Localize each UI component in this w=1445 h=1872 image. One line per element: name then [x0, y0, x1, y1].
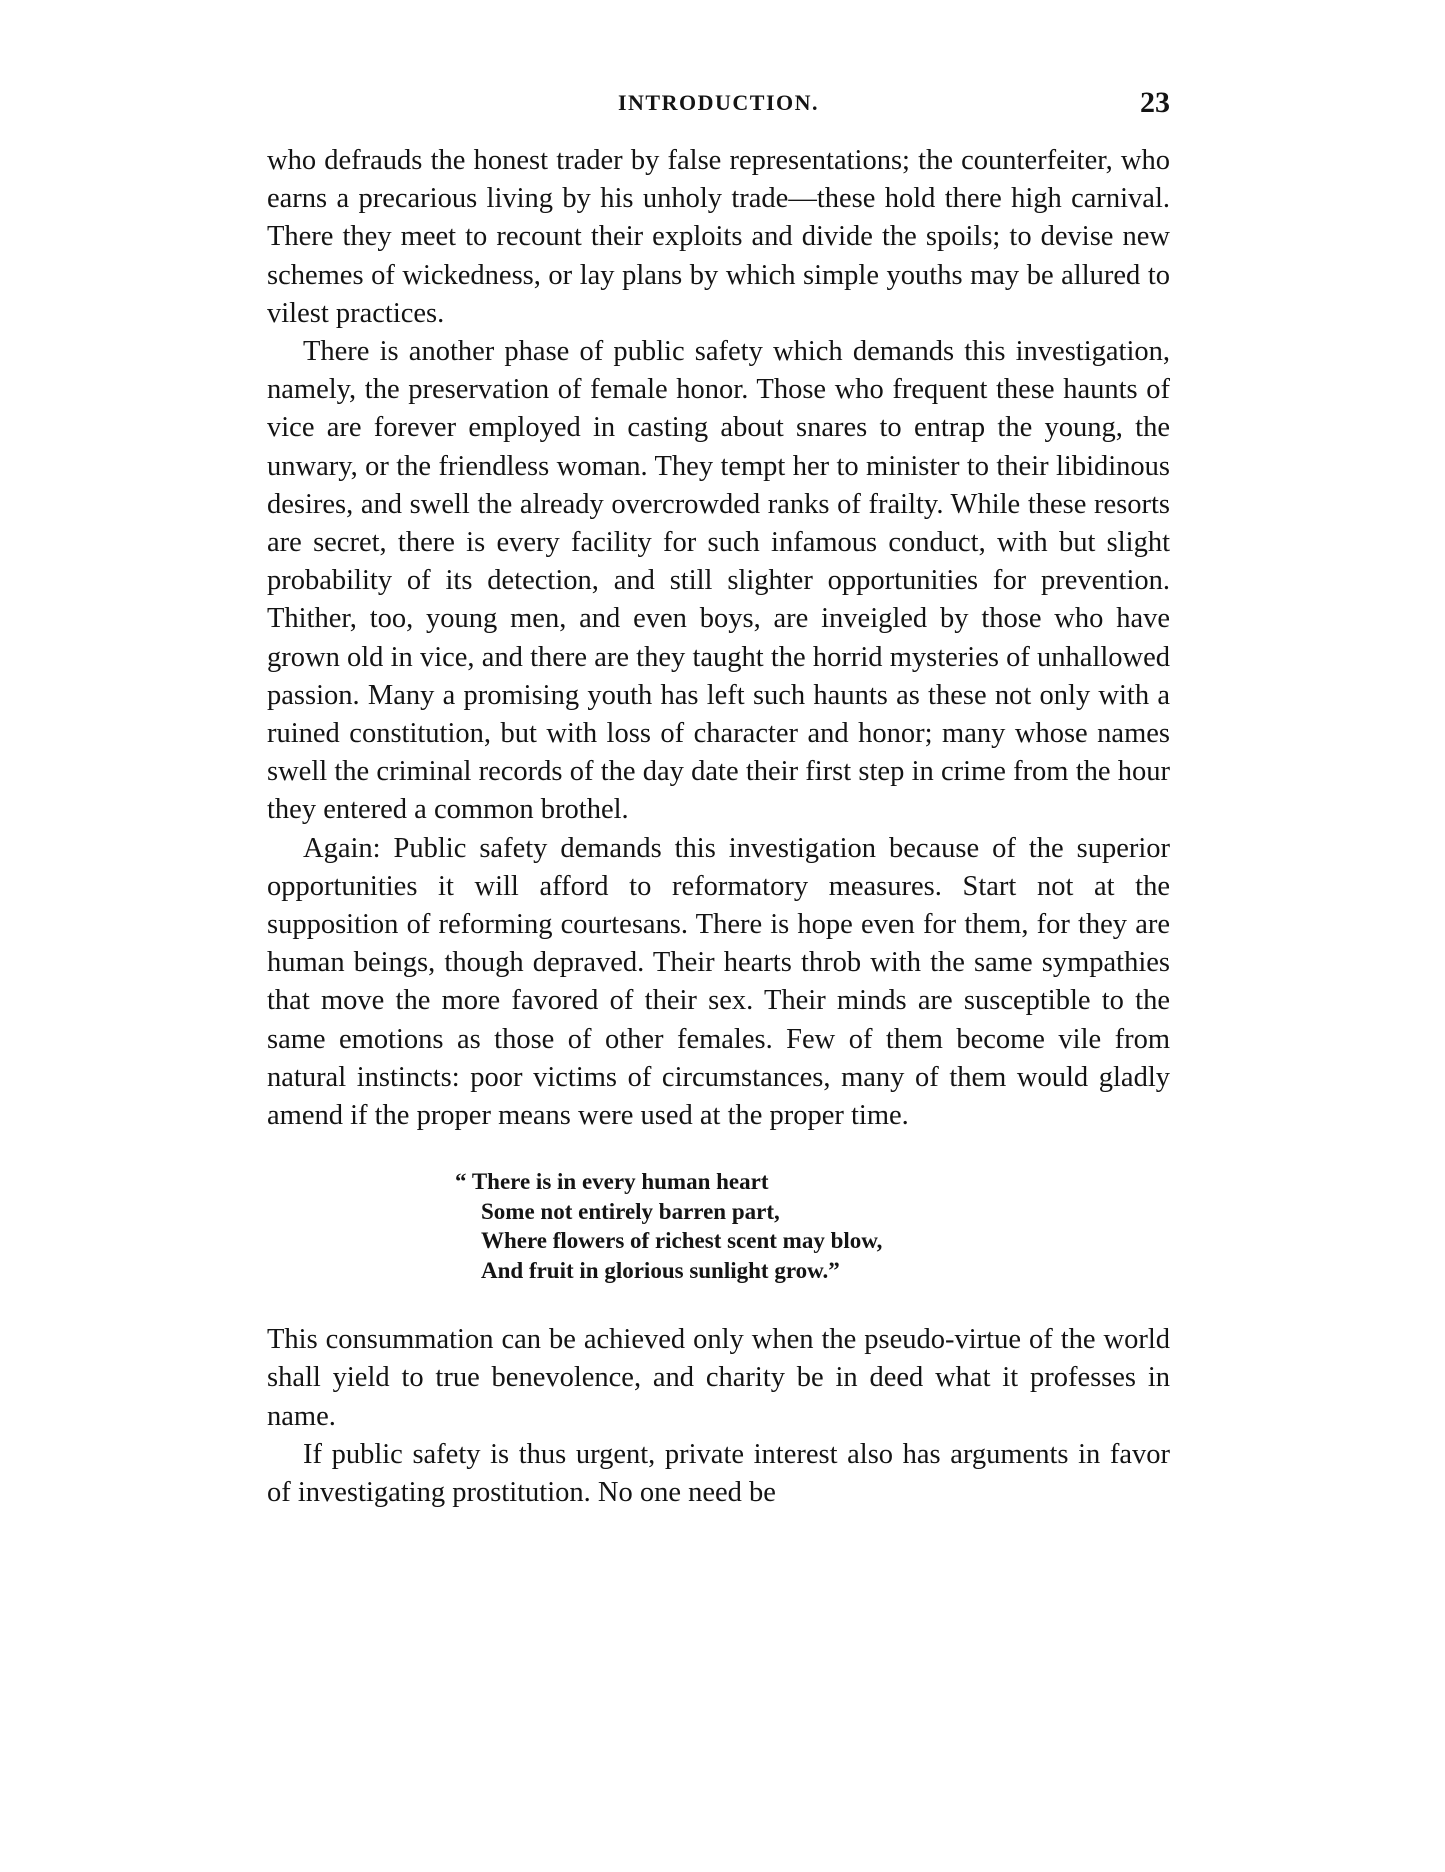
- paragraph-4: This consummation can be achieved only when the pseudo-virtue of the world shall yield to true benevolence, and charity be in deed what it professes in name.: [267, 1324, 1170, 1432]
- running-title: INTRODUCTION.: [617, 90, 820, 115]
- verse-line: And fruit in glorious sunlight grow.”: [481, 1257, 840, 1283]
- paragraph-2: There is another phase of public safety which demands this investigation, namely, the preservation of female honor. Those who frequent these haunts of vice are forever employed in casting about snares to entrap the young, the unwary, or the friendless woman. They tempt her to minister to their libidinous desires, and swell the already overcrowded ranks of frailty. While these resorts are secret, there is every facility for such infamous conduct, with but slight probability of its detection, and still slighter opportunities for prevention. Thither, too, young men, and even boys, are inveigled by those who have grown old in vice, and there are they taught the horrid mysteries of unhallowed passion. Many a promising youth has left such haunts as these not only with a ruined constitution, but with loss of character and honor; many whose names swell the criminal records of the day date their first step in crime from the hour they entered a common brothel.: [267, 336, 1170, 826]
- page-number: 23: [1140, 86, 1170, 119]
- verse-line: Where flowers of richest scent may blow,: [481, 1228, 883, 1254]
- running-head: [267, 86, 1170, 130]
- verse-line: Some not entirely barren part,: [481, 1198, 780, 1224]
- body-text: [267, 142, 1170, 1512]
- paragraph-5: If public safety is thus urgent, private interest also has arguments in favor of investigating prostitution. No one need be: [267, 1438, 1170, 1509]
- verse-line: “ There is in every human heart: [455, 1169, 769, 1195]
- verse-quotation: [455, 1167, 1170, 1285]
- paragraph-3: Again: Public safety demands this investigation because of the superior opportunities it will afford to reformatory measures. Start not at the supposition of reforming courtesans. There is hope even for them, for they are human beings, though depraved. Their hearts throb with the same sympathies that move the more favored of their sex. Their minds are susceptible to the same emotions as those of other females. Few of them become vile from natural instincts: poor victims of circumstances, many of them would gladly amend if the proper means were used at the proper time.: [267, 832, 1170, 1132]
- paragraph-1: who defrauds the honest trader by false representations; the counterfeiter, who earns a precarious living by his unholy trade—these hold there high carnival. There they meet to recount their exploits and divide the spoils; to devise new schemes of wickedness, or lay plans by which simple youths may be allured to vilest practices.: [267, 145, 1170, 329]
